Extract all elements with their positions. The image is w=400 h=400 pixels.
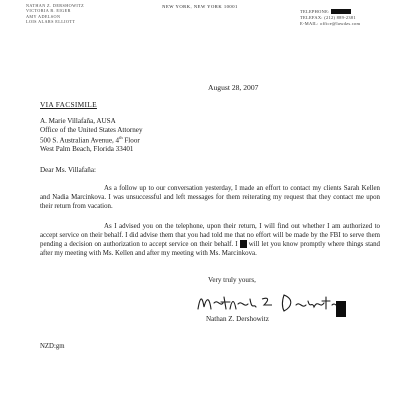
recipient-address (40, 117, 143, 154)
signatory-name: Nathan Z. Dershowitz (206, 315, 269, 323)
salutation: Dear Ms. Villafaña: (40, 166, 96, 174)
partner-name: LOIS ALARS ELLIOTT (26, 19, 76, 25)
fax-line: TELEFAX: (212) 889-2381 (300, 14, 356, 20)
body-paragraph-1 (40, 184, 380, 211)
delivery-method: VIA FACSIMILE (40, 100, 97, 109)
body-paragraph-2 (40, 222, 380, 258)
recipient-city: West Palm Beach, Florida 33401 (40, 145, 134, 154)
partner-name: VICTORIA B. EIGER (26, 8, 71, 14)
paragraph-text: As I advised you on the telephone, upon their return, I will find out whether I am authorized to accept service on their behalf. I did advise them that you had told me that no effort will be made by the FBI to serve them pending a decision on authorization to accept service on their behalf. I (40, 223, 380, 248)
reference-initials: NZD:gm (40, 343, 65, 350)
street-floor: Floor (122, 136, 140, 145)
street-text: 500 S. Australian Avenue, 4 (40, 136, 120, 145)
partner-name: AMY ADELSON (26, 13, 61, 19)
handwritten-signature (196, 289, 356, 315)
paragraph-text: As a follow up to our conversation yesterday, I made an effort to contact my clients Sarah Kellen and Nadia Marcinkova. I was unsuccessful and left messages for them reiterating my request that they contact me upon their return from vacation. (40, 185, 380, 210)
letterhead-city: NEW YORK, NEW YORK 10001 (162, 4, 238, 9)
closing: Very truly yours, (208, 276, 256, 284)
email-line: E-MAIL: office@lawdzs.com (300, 20, 361, 26)
letterhead-contact (300, 9, 360, 26)
partner-name: NATHAN Z. DERSHOWITZ (26, 3, 85, 8)
recipient-office: Office of the United States Attorney (40, 125, 143, 134)
letterhead-partners (26, 3, 84, 25)
recipient-street (40, 134, 143, 145)
redaction-block (336, 301, 346, 317)
letter-date: August 28, 2007 (208, 83, 259, 92)
paragraph-text: will let you know promptly where things stand after my meeting with Ms. Kellen and after my meeting with Ms. Marcinkova. (40, 241, 380, 257)
redaction-bar (331, 9, 351, 14)
redaction-bar (240, 240, 247, 248)
phone-label: TELEPHONE: (300, 9, 330, 14)
street-ordinal: th (119, 135, 123, 141)
recipient-name: A. Marie Villafaña, AUSA (40, 117, 116, 125)
